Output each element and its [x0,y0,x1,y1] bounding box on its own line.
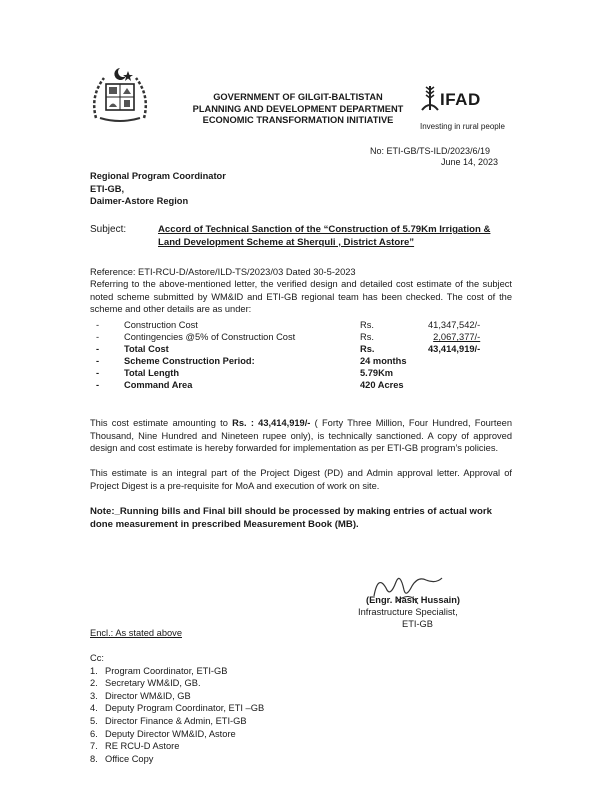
estimate-text-post: ( Forty Three Million, Four Hundred, Fourteen Thousand, Nine Hundred and Nineteen rupee only), is technically sanctioned. A copy of approved design and cost estimate is hereby forwarded for implementation as per ETI-GB program’s policies. [90,418,512,454]
cost-value [428,356,480,368]
subject-text: Accord of Technical Sanction of the “Construction of 5.79Km Irrigation & Land Development Scheme at Sherquli , District Astore” [158,224,491,248]
cc-item-text: Director WM&ID, GB [105,690,191,701]
estimate-paragraph [90,417,512,455]
cost-value: 2,067,377/- [433,332,481,342]
cc-item [90,728,264,741]
cc-item-number: 5. [90,715,98,726]
cc-item-number: 7. [90,741,98,752]
ifad-logo [418,82,498,112]
cost-label: Scheme Construction Period: [124,356,255,366]
letterhead-line-2: PLANNING AND DEVELOPMENT DEPARTMENT [192,103,404,114]
cost-currency: Rs. [360,320,374,330]
estimate-amount: Rs. : 43,414,919/- [232,418,311,428]
cc-label: Cc: [90,653,104,663]
cost-label: Construction Cost [124,320,198,330]
cost-row [96,380,480,392]
cost-row [96,368,480,380]
cost-row [96,356,480,368]
note-paragraph: Note:_Running bills and Final bill should be processed by making entries of actual work done measurement in prescribed Measurement Book (MB). [90,506,492,530]
intro-paragraph: Referring to the above-mentioned letter, the verified design and detailed cost estimate of the subject noted scheme submitted by WM&ID and ETI-GB regional team has been checked. The cost of the scheme and other details are as under: [90,279,512,315]
cc-item-text: RE RCU-D Astore [105,741,180,752]
cost-dash: - [96,356,100,366]
cc-item [90,753,264,766]
cc-item-number: 4. [90,703,98,714]
cost-label: Total Length [124,368,180,378]
addressee [90,170,226,208]
cost-dash: - [96,320,100,330]
cost-currency: Rs. [360,344,375,354]
signatory-org: ETI-GB [402,619,433,629]
cc-item [90,690,264,703]
cc-item-text: Deputy Program Coordinator, ETI –GB [105,703,265,714]
cc-item-text: Deputy Director WM&ID, Astore [105,728,236,739]
addressee-line: ETI-GB, [90,183,125,194]
cost-value [428,380,480,392]
cc-item-number: 2. [90,678,98,689]
reference-number: No: ETI-GB/TS-ILD/2023/6/19 [370,146,491,156]
letterhead-line-3: ECONOMIC TRANSFORMATION INITIATIVE [202,115,394,125]
cc-item-text: Program Coordinator, ETI-GB [105,665,228,676]
cc-item-text: Office Copy [105,753,154,764]
cc-item-text: Secretary WM&ID, GB. [105,678,201,689]
cost-dash: - [96,380,100,390]
addressee-line: Daimer-Astore Region [90,196,189,206]
cost-row [96,344,480,356]
cost-dash: - [96,332,100,342]
letterhead [168,92,428,127]
signatory-block [358,594,460,630]
cc-item-number: 1. [90,665,98,676]
government-emblem [88,66,152,126]
subject-label: Subject: [90,224,127,235]
cost-currency: 5.79Km [360,368,394,378]
cost-row [96,320,480,332]
cost-value: 43,414,919/- [428,344,481,354]
letterhead-line-1: GOVERNMENT OF GILGIT-BALTISTAN [213,92,383,102]
cost-dash: - [96,344,100,354]
cc-item [90,677,264,690]
cost-label: Contingencies @5% of Construction Cost [124,332,296,342]
cost-dash: - [96,368,100,378]
cc-item-number: 3. [90,690,98,701]
letter-date: June 14, 2023 [441,157,499,167]
cc-list [90,665,264,766]
cc-item [90,740,264,753]
ifad-logo-text: IFAD [440,90,481,109]
cc-item-number: 6. [90,728,98,739]
signatory-title: Infrastructure Specialist, [358,607,458,617]
cost-value [428,368,480,380]
integral-paragraph: This estimate is an integral part of the Project Digest (PD) and Admin approval letter. Approval of Project Digest is a pre-requisite for MoA and execution of work on site. [90,468,512,491]
cost-row [96,332,480,344]
cost-currency: 24 months [360,356,407,366]
cost-currency: 420 Acres [360,380,404,390]
cc-item [90,702,264,715]
estimate-text-pre: This cost estimate amounting to [90,418,233,428]
cost-label: Command Area [124,380,193,390]
cc-item-text: Director Finance & Admin, ETI-GB [105,715,247,726]
reference-line: Reference: ETI-RCU-D/Astore/ILD-TS/2023/03 Dated 30-5-2023 [90,267,356,277]
cc-item [90,665,264,678]
enclosure: Encl.: As stated above [90,628,182,638]
cc-item [90,715,264,728]
cost-currency: Rs. [360,332,374,342]
cc-item-number: 8. [90,753,98,764]
cost-details-table [96,320,480,392]
cc-block [90,652,264,765]
cost-label: Total Cost [124,344,169,354]
signatory-name: (Engr. Nasir Hussain) [366,595,461,605]
addressee-line: Regional Program Coordinator [90,171,226,181]
ifad-tagline: Investing in rural people [420,122,505,131]
cost-value: 41,347,542/- [428,320,481,330]
